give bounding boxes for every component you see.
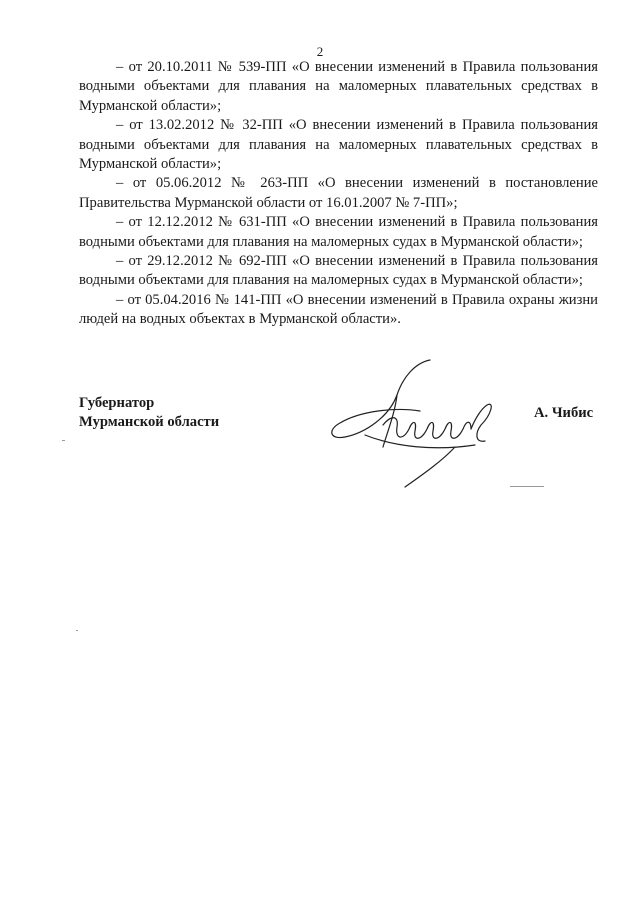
- amendment-item: – от 13.02.2012 № 32-ПП «О внесении изменений в Правила пользования водными объектами для плавания на маломерных плавательных средствах в Мурманской области»;: [79, 117, 598, 173]
- scan-artifact: [510, 486, 544, 487]
- position-title: Губернатор: [79, 395, 155, 411]
- amendment-item: – от 05.04.2016 № 141-ПП «О внесении изменений в Правила охраны жизни людей на водных объектах в Мурманской области».: [79, 291, 598, 328]
- page-number: 2: [316, 44, 324, 59]
- handwritten-signature: [325, 355, 525, 495]
- signer-name: А. Чибис: [534, 405, 594, 421]
- amendment-item: – от 20.10.2011 № 539-ПП «О внесении изменений в Правила пользования водными объектами для плавания на маломерных плавательных средствах в Мурманской области»;: [79, 59, 598, 114]
- amendment-item: – от 05.06.2012 № 263-ПП «О внесении изменений в постановление Правительства Мурманской области от 16.01.2007 № 7-ПП»;: [79, 175, 598, 211]
- position-region: Мурманской области: [79, 414, 220, 430]
- scan-artifact: [76, 630, 78, 631]
- signatory-position: [79, 394, 219, 432]
- scan-artifact: [62, 440, 65, 441]
- amendment-item: – от 12.12.2012 № 631-ПП «О внесении изменений в Правила пользования водными объектами для плавания на маломерных судах в Мурманской области»;: [79, 214, 598, 250]
- amendment-list: [79, 58, 598, 330]
- amendment-item: – от 29.12.2012 № 692-ПП «О внесении изменений в Правила пользования водными объектами для плавания на маломерных судах в Мурманской области»;: [79, 253, 598, 289]
